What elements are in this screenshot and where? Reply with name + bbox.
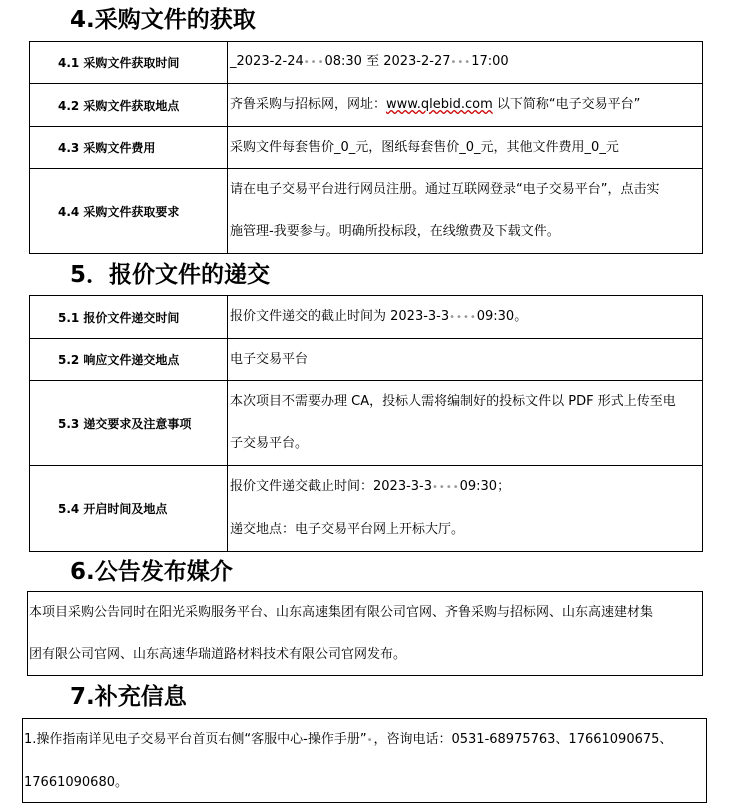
table-row [30, 42, 703, 84]
table-row [30, 84, 703, 127]
row-label: 4.2 采购文件获取地点 [30, 84, 228, 127]
supplement-text-line: 1.操作指南详见电子交易平台首页右侧“客服中心-操作手册”•，咨询电话：0531-68975763、17661090675、 [24, 732, 673, 747]
supplement-text-line: 17661090680。 [24, 775, 128, 790]
media-text-line: 本项目采购公告同时在阳光采购服务平台、山东高速集团有限公司官网、齐鲁采购与招标网、山东高速建材集 [29, 605, 654, 620]
supplement-box [22, 718, 707, 803]
row-value: _2023-2-24•••08:30 至 2023-2-27•••17:00 [228, 42, 703, 84]
row-value: 齐鲁采购与招标网，网址：www.qlebid.com 以下简称“电子交易平台” [228, 84, 703, 127]
website-link[interactable]: www.qlebid.com [386, 97, 493, 112]
row-label: 5.3 递交要求及注意事项 [30, 381, 228, 466]
media-box [27, 591, 703, 676]
table-row [30, 169, 703, 254]
row-label: 4.4 采购文件获取要求 [30, 169, 228, 254]
section-7-heading: 7.补充信息 [70, 684, 187, 710]
table-row [30, 339, 703, 381]
table-row [30, 296, 703, 339]
row-label: 4.3 采购文件费用 [30, 127, 228, 169]
row-value: 电子交易平台 [228, 339, 703, 381]
table-row [30, 127, 703, 169]
section-5-heading: 5．报价文件的递交 [70, 262, 271, 288]
row-value: 本次项目不需要办理 CA，投标人需将编制好的投标文件以 PDF 形式上传至电 子交易平台。 [228, 381, 703, 466]
row-label: 5.1 报价文件递交时间 [30, 296, 228, 339]
section-4-heading: 4.采购文件的获取 [70, 7, 256, 33]
row-value: 采购文件每套售价_0_元，图纸每套售价_0_元，其他文件费用_0_元 [228, 127, 703, 169]
row-label: 5.2 响应文件递交地点 [30, 339, 228, 381]
row-label: 4.1 采购文件获取时间 [30, 42, 228, 84]
table-row [30, 466, 703, 552]
row-value: 请在电子交易平台进行网员注册。通过互联网登录“电子交易平台”，点击实 施管理-我要参与。明确所投标段，在线缴费及下载文件。 [228, 169, 703, 254]
media-text-line: 团有限公司官网、山东高速华瑞道路材料技术有限公司官网发布。 [29, 647, 407, 662]
row-label: 5.4 开启时间及地点 [30, 466, 228, 552]
section-5-table [29, 295, 703, 552]
row-value: 报价文件递交截止时间：2023-3-3••••09:30； 递交地点：电子交易平台网上开标大厅。 [228, 466, 703, 552]
section-6-heading: 6.公告发布媒介 [70, 559, 233, 585]
row-value: 报价文件递交的截止时间为 2023-3-3••••09:30。 [228, 296, 703, 339]
section-4-table [29, 41, 703, 254]
table-row [30, 381, 703, 466]
